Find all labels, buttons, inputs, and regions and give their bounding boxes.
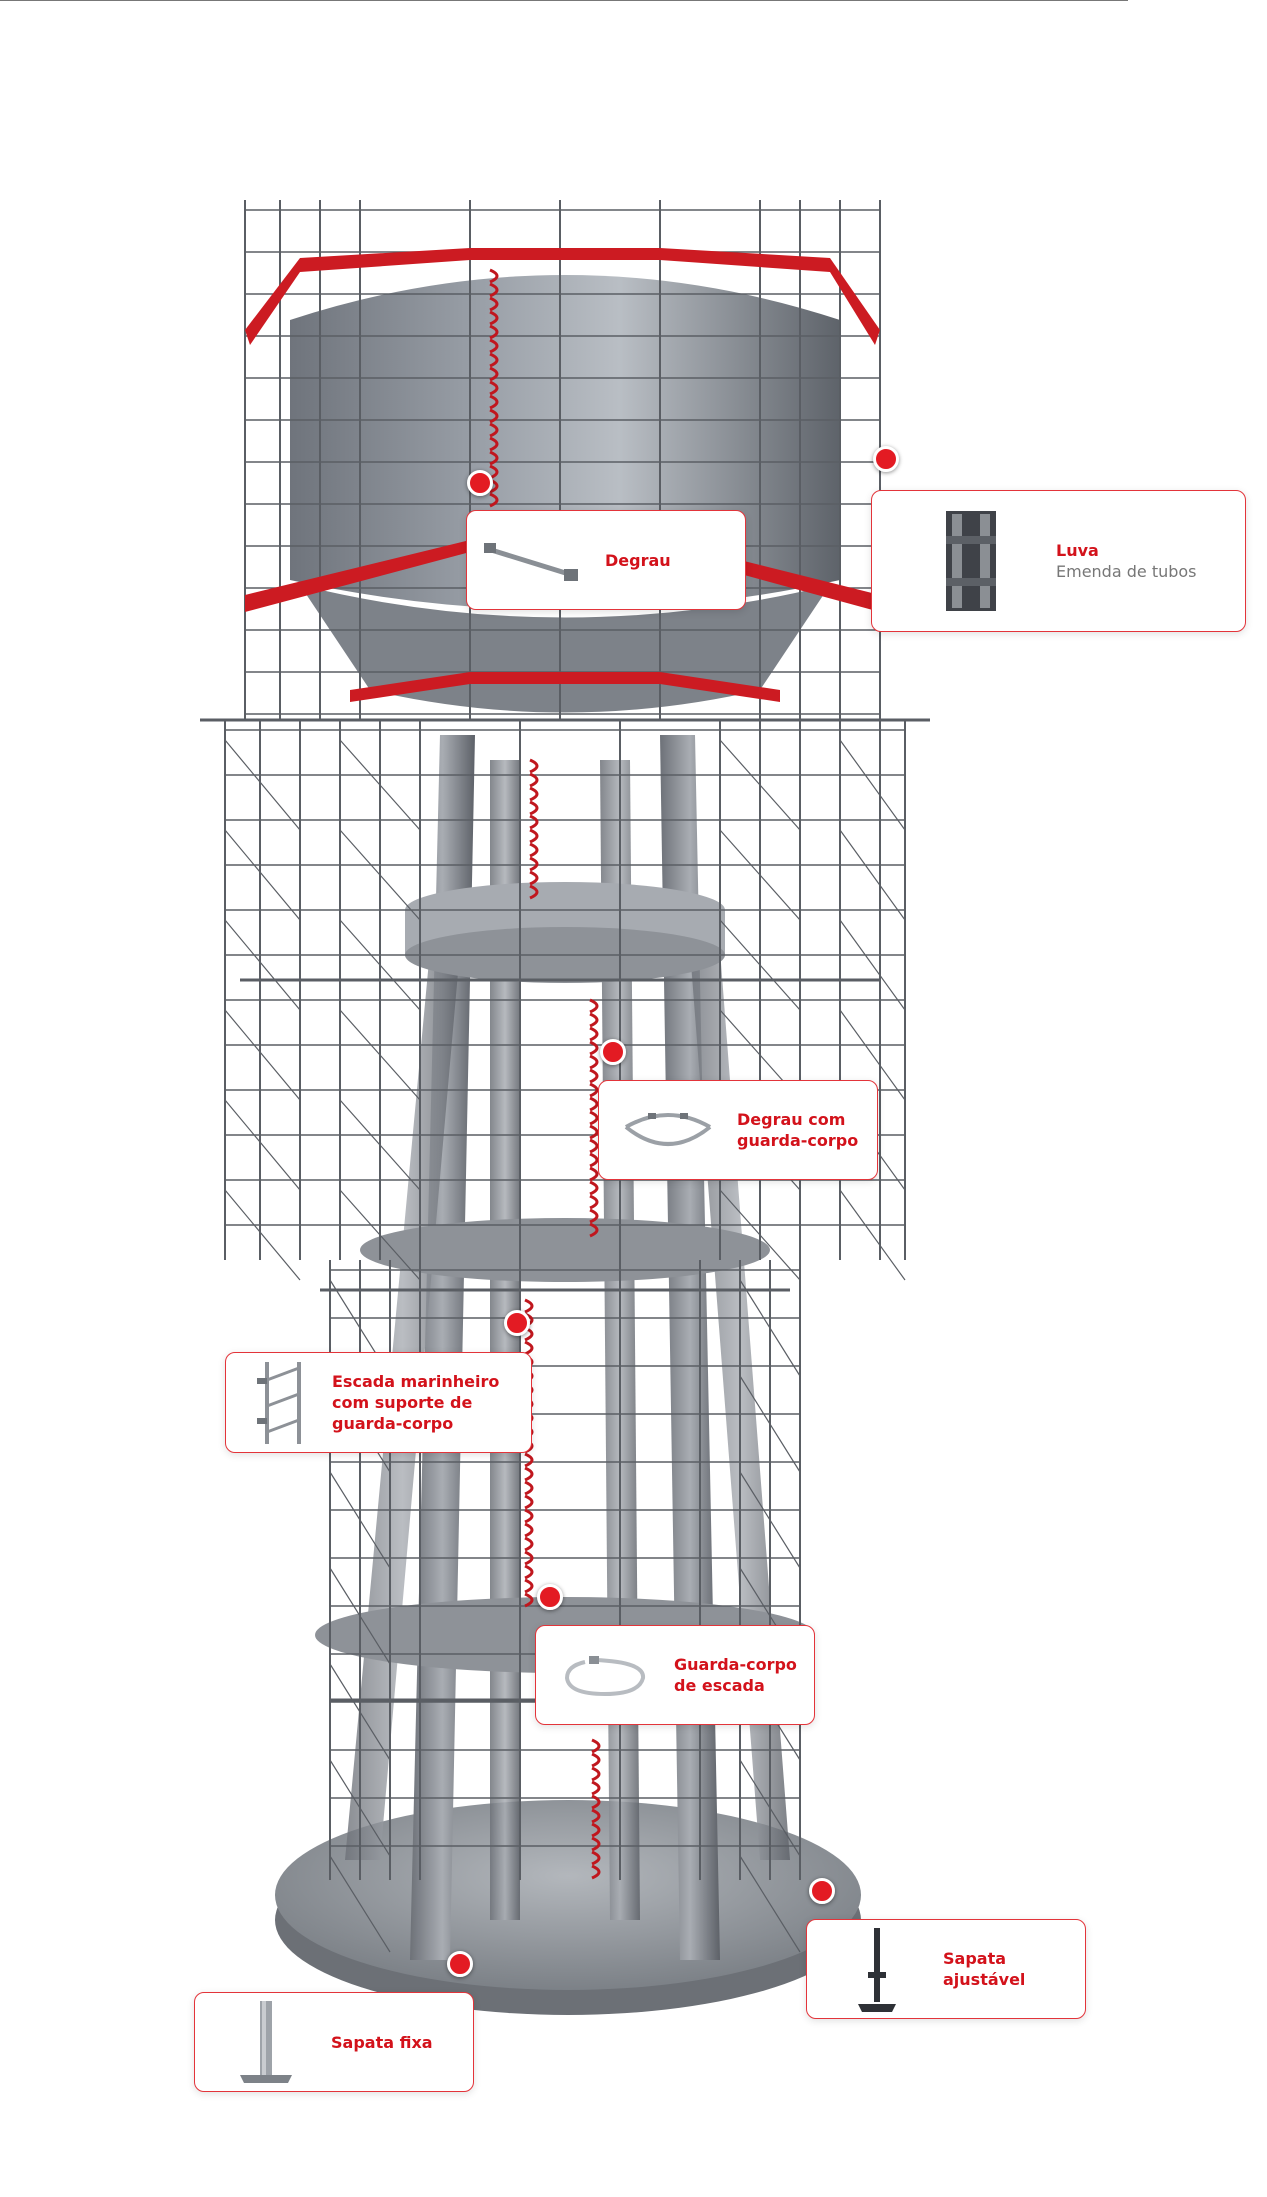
callout-degrau-guarda-corpo[interactable] (598, 1080, 878, 1180)
callout-title: Degrau com guarda-corpo (737, 1110, 859, 1150)
callout-sapata-fixa[interactable] (194, 1992, 474, 2092)
hotspot-degrau-guarda-corpo[interactable] (600, 1039, 626, 1065)
callout-luva[interactable] (871, 490, 1246, 632)
callout-escada-marinheiro[interactable] (225, 1352, 532, 1453)
callout-title: Sapata fixa (331, 2032, 433, 2052)
tube-coupler-icon (926, 506, 1016, 616)
hotspot-escada-marinheiro[interactable] (504, 1310, 530, 1336)
callout-guarda-corpo-escada[interactable] (535, 1625, 815, 1725)
step-rung-icon (477, 530, 587, 590)
adjustable-base-jack-icon (847, 1924, 907, 2014)
water-tank (290, 275, 840, 713)
hotspot-sapata-ajustavel[interactable] (809, 1878, 835, 1904)
callout-subtitle: Emenda de tubos (1056, 561, 1197, 581)
step-with-guardrail-icon (613, 1100, 723, 1160)
hotspot-sapata-fixa[interactable] (447, 1951, 473, 1977)
callout-title: Guarda-corpo de escada (674, 1655, 797, 1695)
ladder-icon (248, 1358, 318, 1448)
hotspot-guarda-corpo-escada[interactable] (537, 1584, 563, 1610)
hotspot-luva[interactable] (873, 446, 899, 472)
callout-title: Luva (1056, 540, 1099, 560)
hotspot-degrau[interactable] (467, 470, 493, 496)
callout-sapata-ajustavel[interactable] (806, 1919, 1086, 2019)
fixed-base-plate-icon (231, 1997, 301, 2087)
ladder-guardrail-icon (550, 1645, 660, 1705)
callout-title: Escada marinheiro com suporte de guarda-corpo (332, 1372, 500, 1433)
callout-degrau[interactable] (466, 510, 746, 610)
callout-title: Degrau (605, 550, 671, 570)
callout-title: Sapata ajustável (943, 1949, 1026, 1989)
